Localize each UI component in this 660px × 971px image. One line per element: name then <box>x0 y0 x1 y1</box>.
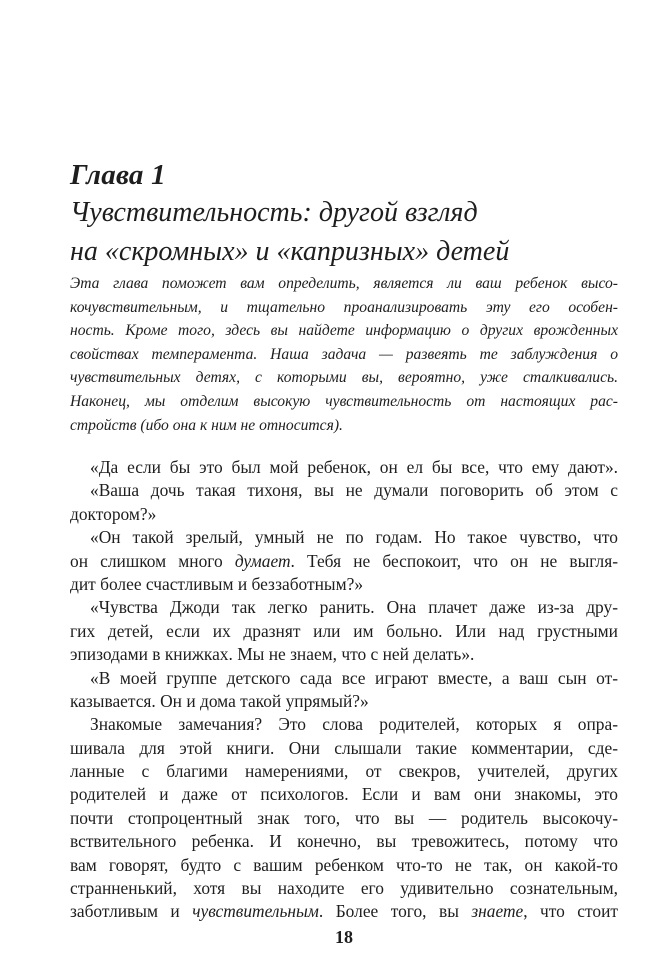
chapter-intro <box>70 272 618 437</box>
page-number: 18 <box>335 927 353 947</box>
body-line: шивала для этой книги. Они слышали такие комментарии, сде- <box>70 737 618 758</box>
body-line: ланные с благими намерениями, от свекров, учителей, других <box>70 761 618 782</box>
body-line: «Ваша дочь такая тихоня, вы не думали поговорить об этом с <box>90 480 618 501</box>
body-text-run: он слишком много <box>70 550 235 571</box>
body-text-run: , что стоит <box>523 901 619 922</box>
chapter-title <box>70 193 618 271</box>
chapter-title-line: на «скромных» и «капризных» детей <box>70 236 510 267</box>
body-line: «В моей группе детского сада все играют вместе, а ваш сын от- <box>90 667 618 688</box>
body-line: «Он такой зрелый, умный не по годам. Но такое чувство, что <box>90 527 618 548</box>
book-page <box>70 0 618 971</box>
body-line <box>70 900 618 923</box>
emphasis-text: знаете <box>471 901 524 922</box>
body-line: казывается. Он и дома такой упрямый?» <box>70 690 369 711</box>
body-line: «Да если бы это был мой ребенок, он ел бы все, что ему дают». <box>90 457 618 477</box>
intro-line: кочувствительным, и тщательно проанализировать эту его особен- <box>70 298 618 316</box>
intro-line: чувствительных детях, с которыми вы, вероятно, уже сталкивались. <box>70 369 618 387</box>
body-line: гих детей, если их дразнят или им больно. Или над грустными <box>70 620 618 641</box>
body-line: эпизодами в книжках. Мы не знаем, что с ней делать». <box>70 644 475 665</box>
body-line: родителей и даже от психологов. Если и вам они знакомы, это <box>70 784 618 805</box>
body-line: странненький, хотя вы находите его удивительно сознательным, <box>70 878 618 899</box>
body-line: дит более счастливым и беззаботным?» <box>70 573 364 594</box>
intro-line: свойствах темперамента. Наша задача — развеять те заблуждения о <box>70 345 618 363</box>
intro-line: Эта глава поможет вам определить, является ли ваш ребенок высо- <box>70 275 618 292</box>
body-line: вствительного ребенка. И конечно, вы тревожитесь, потому что <box>70 831 618 852</box>
chapter-title-line: Чувствительность: другой взгляд <box>70 197 478 228</box>
emphasis-text: думает <box>234 550 291 571</box>
body-line: «Чувства Джоди так легко ранить. Она плачет даже из-за дру- <box>90 597 618 618</box>
intro-line: стройств (ибо она к ним не относится). <box>70 416 343 434</box>
body-text-run: . Более того, вы <box>318 901 472 922</box>
body-line: вам говорят, будто с вашим ребенком что-то не так, он какой-то <box>70 854 618 875</box>
body-text-run: . Тебя не беспокоит, что он не выгля- <box>290 550 618 571</box>
body-line: почти стопроцентный знак того, что вы — родитель высокочу- <box>70 807 618 828</box>
body-text <box>70 456 618 924</box>
chapter-label: Глава 1 <box>70 159 166 191</box>
intro-line: ность. Кроме того, здесь вы найдете информацию о других врожденных <box>70 322 618 340</box>
body-line: доктором?» <box>70 503 157 524</box>
body-line <box>70 550 618 573</box>
emphasis-text: чувствительным <box>192 901 319 922</box>
body-line: Знакомые замечания? Это слова родителей, которых я опра- <box>90 714 618 735</box>
intro-line: Наконец, мы отделим высокую чувствительность от настоящих рас- <box>70 392 618 410</box>
body-text-run: заботливым и <box>70 901 193 922</box>
